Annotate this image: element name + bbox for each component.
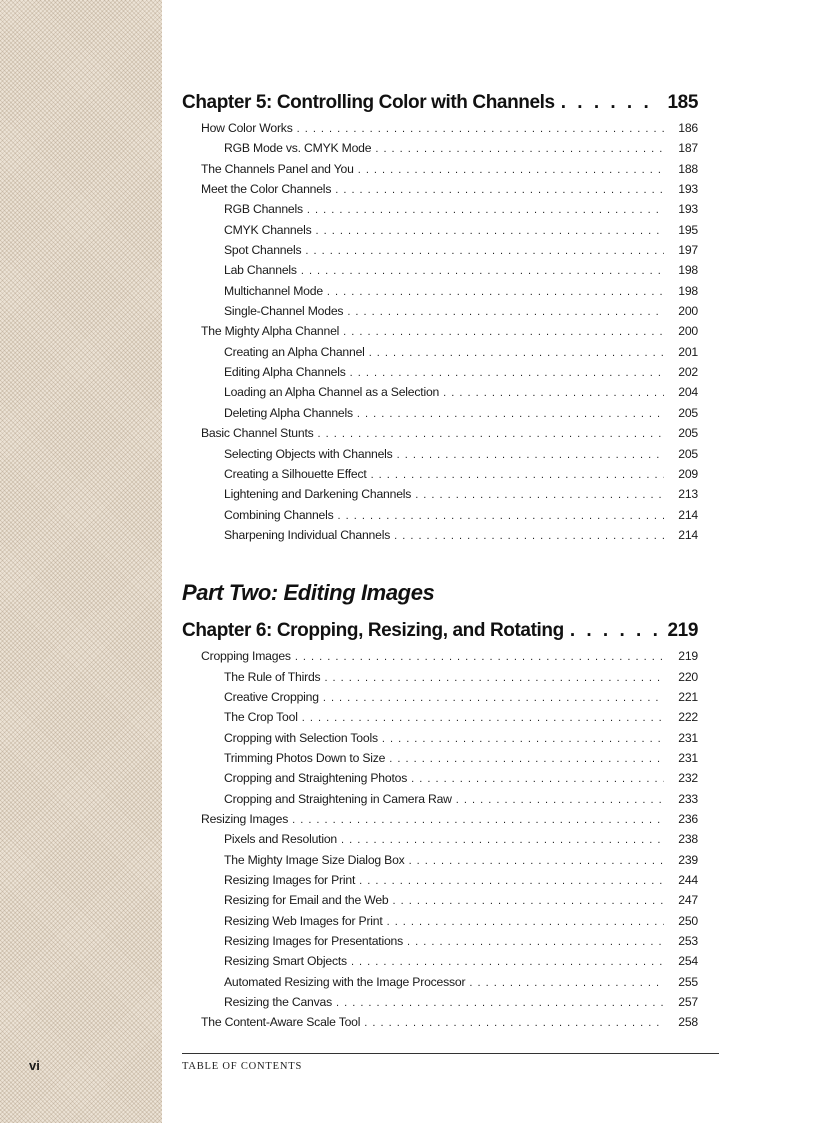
toc-entry[interactable] xyxy=(182,362,698,382)
toc-entry-label: Multichannel Mode xyxy=(224,283,323,298)
dot-leader xyxy=(297,119,664,139)
toc-entry-label: Basic Channel Stunts xyxy=(201,426,314,441)
chapter-6-heading[interactable] xyxy=(182,616,698,646)
toc-entry[interactable] xyxy=(182,707,698,727)
toc-entry[interactable] xyxy=(182,403,698,423)
toc-entry-page: 197 xyxy=(678,243,698,258)
dot-leader xyxy=(369,343,664,363)
toc-entry[interactable] xyxy=(182,342,698,362)
toc-entry-label: The Content-Aware Scale Tool xyxy=(201,1015,361,1030)
toc-entry[interactable] xyxy=(182,992,698,1012)
dot-leader xyxy=(336,993,664,1013)
dot-leader xyxy=(316,221,665,241)
toc-entry-label: RGB Mode vs. CMYK Mode xyxy=(224,141,372,156)
toc-entry-page: 186 xyxy=(678,121,698,135)
toc-entry-label: The Mighty Alpha Channel xyxy=(201,324,340,339)
dot-leader xyxy=(407,932,664,952)
toc-entry-page: 205 xyxy=(678,446,698,461)
toc-entry[interactable] xyxy=(182,464,698,484)
toc-entry[interactable] xyxy=(182,199,698,219)
toc-entry-page: 202 xyxy=(678,365,698,380)
part-two-heading[interactable]: Part Two: Editing Images xyxy=(182,580,435,606)
toc-entry-page: 198 xyxy=(678,263,698,278)
toc-entry-page: 221 xyxy=(678,689,698,704)
dot-leader xyxy=(364,1013,664,1033)
toc-entry[interactable] xyxy=(182,911,698,931)
chapter-page: 219 xyxy=(667,620,698,642)
dot-leader xyxy=(351,952,664,972)
toc-entry[interactable] xyxy=(182,829,698,849)
dot-leader xyxy=(324,668,664,688)
toc-entry-label: How Color Works xyxy=(201,121,293,135)
toc-entry[interactable] xyxy=(182,260,698,280)
toc-entry-page: 200 xyxy=(678,324,698,339)
footer-rule xyxy=(182,1053,719,1054)
dot-leader xyxy=(305,241,664,261)
toc-entry[interactable] xyxy=(182,687,698,707)
dot-leader xyxy=(411,769,664,789)
toc-entry-page: 239 xyxy=(678,852,698,867)
dot-leader xyxy=(382,729,664,749)
dot-leader xyxy=(387,912,664,932)
toc-content xyxy=(182,88,698,1033)
dot-leader xyxy=(394,526,664,546)
toc-entry[interactable] xyxy=(182,159,698,179)
dot-leader xyxy=(301,261,664,281)
chapter-title: Chapter 5: Controlling Color with Channels xyxy=(182,92,555,113)
dot-leader xyxy=(359,871,664,891)
dot-leader xyxy=(397,445,664,465)
toc-entry[interactable] xyxy=(182,768,698,788)
toc-entry-page: 236 xyxy=(678,811,698,826)
toc-entry-label: Single-Channel Modes xyxy=(224,304,344,319)
toc-entry-page: 187 xyxy=(678,141,698,156)
toc-entry[interactable] xyxy=(182,321,698,341)
toc-entry-label: Creative Cropping xyxy=(224,689,319,704)
toc-entry[interactable] xyxy=(182,484,698,504)
dot-leader xyxy=(392,891,664,911)
toc-entry[interactable] xyxy=(182,890,698,910)
toc-entry[interactable] xyxy=(182,850,698,870)
dot-leader xyxy=(570,616,662,646)
toc-entry[interactable] xyxy=(182,281,698,301)
toc-entry-label: Spot Channels xyxy=(224,243,302,258)
toc-entry-label: Editing Alpha Channels xyxy=(224,365,346,380)
toc-entry-label: Cropping Images xyxy=(201,649,291,664)
toc-entry-label: Automated Resizing with the Image Processor xyxy=(224,974,466,989)
toc-entry-label: Resizing Images xyxy=(201,811,289,826)
toc-entry[interactable] xyxy=(182,789,698,809)
toc-entry-page: 205 xyxy=(678,426,698,441)
toc-entry[interactable] xyxy=(182,220,698,240)
toc-entry[interactable] xyxy=(182,301,698,321)
toc-entry-page: 214 xyxy=(678,527,698,542)
toc-entry[interactable] xyxy=(182,728,698,748)
dot-leader xyxy=(389,749,664,769)
toc-entry[interactable] xyxy=(182,423,698,443)
dot-leader xyxy=(318,424,664,444)
toc-entry-label: Resizing Smart Objects xyxy=(224,954,347,969)
toc-entry-label: The Mighty Image Size Dialog Box xyxy=(224,852,405,867)
dot-leader xyxy=(375,139,664,159)
toc-entry[interactable] xyxy=(182,138,698,158)
dot-leader xyxy=(350,363,664,383)
toc-entry-page: 200 xyxy=(678,304,698,319)
toc-entry-label: Deleting Alpha Channels xyxy=(224,405,353,420)
dot-leader xyxy=(343,322,664,342)
dot-leader xyxy=(409,851,664,871)
toc-entry[interactable] xyxy=(182,525,698,545)
toc-entry-label: Trimming Photos Down to Size xyxy=(224,750,386,765)
dot-leader xyxy=(357,404,664,424)
toc-entry-label: CMYK Channels xyxy=(224,222,312,237)
dot-leader xyxy=(469,973,664,993)
toc-entry-page: 238 xyxy=(678,832,698,847)
toc-entry[interactable] xyxy=(182,931,698,951)
toc-entry-page: 193 xyxy=(678,202,698,217)
toc-entry-label: Resizing Web Images for Print xyxy=(224,913,383,928)
toc-entry-page: 244 xyxy=(678,873,698,887)
toc-entry[interactable] xyxy=(182,646,698,666)
toc-entry-label: Sharpening Individual Channels xyxy=(224,527,391,542)
toc-entry-page: 214 xyxy=(678,507,698,522)
toc-entry[interactable] xyxy=(182,118,698,138)
dot-leader xyxy=(443,383,664,403)
toc-entry[interactable] xyxy=(182,240,698,260)
page-margin-texture xyxy=(0,0,162,1123)
toc-entry[interactable] xyxy=(182,870,698,890)
toc-entry-label: Lightening and Darkening Channels xyxy=(224,487,412,502)
toc-entry-page: 250 xyxy=(678,913,698,928)
toc-entry[interactable] xyxy=(182,748,698,768)
toc-entry-page: 222 xyxy=(678,710,698,725)
toc-entry-label: The Crop Tool xyxy=(224,710,298,725)
toc-entry-label: Resizing the Canvas xyxy=(224,995,332,1010)
toc-entry[interactable] xyxy=(182,1012,698,1032)
toc-entry-label: Lab Channels xyxy=(224,263,297,278)
dot-leader xyxy=(323,688,664,708)
toc-entry-label: The Channels Panel and You xyxy=(201,161,354,176)
toc-entry[interactable] xyxy=(182,972,698,992)
toc-entry-label: Resizing Images for Presentations xyxy=(224,934,404,949)
chapter-page: 185 xyxy=(667,92,698,113)
chapter-5-heading[interactable] xyxy=(182,88,698,118)
toc-entry-page: 188 xyxy=(678,161,698,176)
dot-leader xyxy=(292,810,664,830)
page-number: vi xyxy=(29,1058,40,1073)
toc-entry-page: 231 xyxy=(678,730,698,745)
toc-entry[interactable] xyxy=(182,179,698,199)
dot-leader xyxy=(327,282,664,302)
toc-entry-page: 201 xyxy=(678,344,698,359)
toc-entry-label: Creating an Alpha Channel xyxy=(224,344,365,359)
toc-entry-label: RGB Channels xyxy=(224,202,303,217)
dot-leader xyxy=(561,88,662,118)
toc-entry-page: 232 xyxy=(678,771,698,786)
dot-leader xyxy=(338,506,664,526)
chapter-title: Chapter 6: Cropping, Resizing, and Rotating xyxy=(182,620,564,642)
toc-entry[interactable] xyxy=(182,444,698,464)
toc-entry-page: 220 xyxy=(678,669,698,684)
dot-leader xyxy=(415,485,664,505)
dot-leader xyxy=(335,180,664,200)
toc-entry-label: Selecting Objects with Channels xyxy=(224,446,393,461)
toc-entry[interactable] xyxy=(182,809,698,829)
toc-entry-page: 258 xyxy=(678,1015,698,1030)
running-footer: TABLE OF CONTENTS xyxy=(182,1061,303,1072)
toc-entry[interactable] xyxy=(182,667,698,687)
toc-entry-page: 254 xyxy=(678,954,698,969)
toc-entry-page: 193 xyxy=(678,182,698,197)
toc-entry-label: Resizing Images for Print xyxy=(224,873,356,887)
toc-entry-page: 204 xyxy=(678,385,698,400)
toc-entry-page: 231 xyxy=(678,750,698,765)
toc-entry-label: Resizing for Email and the Web xyxy=(224,893,389,908)
toc-entry-label: Cropping and Straightening in Camera Raw xyxy=(224,791,452,806)
dot-leader xyxy=(456,790,664,810)
toc-entry-page: 233 xyxy=(678,791,698,806)
toc-entry-label: Loading an Alpha Channel as a Selection xyxy=(224,385,440,400)
toc-entry-label: Cropping with Selection Tools xyxy=(224,730,378,745)
toc-entry[interactable] xyxy=(182,505,698,525)
toc-entry-label: Creating a Silhouette Effect xyxy=(224,466,367,481)
toc-entry-page: 257 xyxy=(678,995,698,1010)
toc-entry-label: The Rule of Thirds xyxy=(224,669,321,684)
toc-entry-label: Combining Channels xyxy=(224,507,334,522)
toc-entry-page: 195 xyxy=(678,222,698,237)
toc-entry-label: Cropping and Straightening Photos xyxy=(224,771,408,786)
dot-leader xyxy=(341,830,664,850)
toc-entry-page: 198 xyxy=(678,283,698,298)
toc-entry-page: 213 xyxy=(678,487,698,502)
toc-entry-label: Pixels and Resolution xyxy=(224,832,338,847)
dot-leader xyxy=(307,200,664,220)
dot-leader xyxy=(295,647,664,667)
toc-entry-label: Meet the Color Channels xyxy=(201,182,332,197)
toc-entry[interactable] xyxy=(182,951,698,971)
toc-entry-page: 253 xyxy=(678,934,698,949)
dot-leader xyxy=(302,708,664,728)
toc-entry[interactable] xyxy=(182,382,698,402)
dot-leader xyxy=(358,160,664,180)
toc-entry-page: 205 xyxy=(678,405,698,420)
toc-entry-page: 209 xyxy=(678,466,698,481)
dot-leader xyxy=(347,302,664,322)
toc-entry-page: 255 xyxy=(678,974,698,989)
toc-entry-page: 219 xyxy=(678,649,698,664)
toc-entry-page: 247 xyxy=(678,893,698,908)
dot-leader xyxy=(371,465,664,485)
